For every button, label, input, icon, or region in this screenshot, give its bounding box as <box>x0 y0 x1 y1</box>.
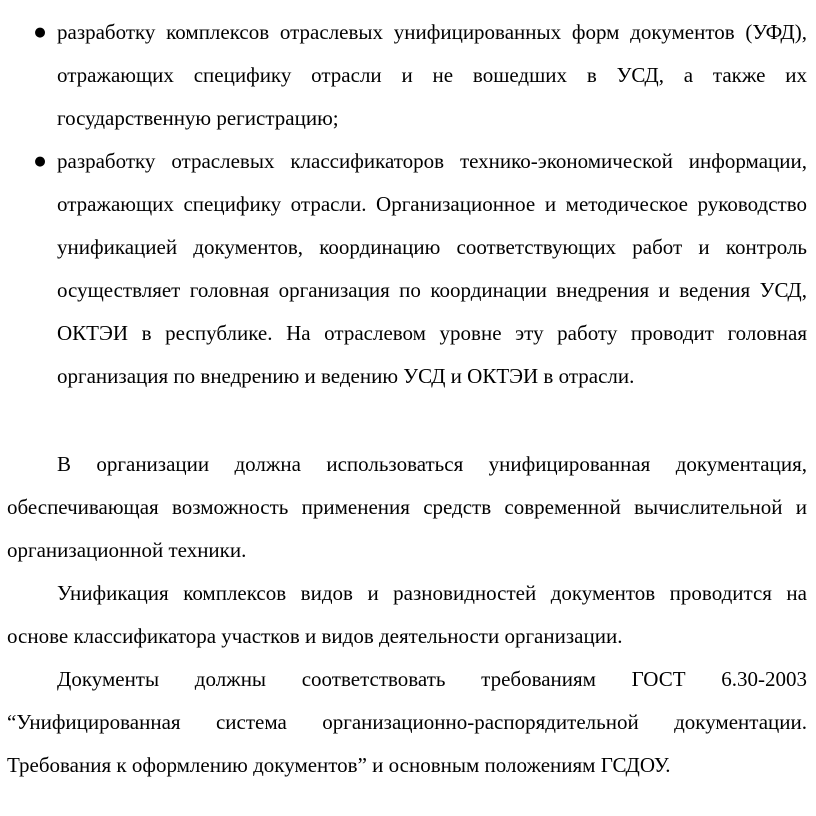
bullet-text: разработку отраслевых классификаторов технико-экономической информации, отражающих специфику отрасли. Организационное и методическое руководство унификацией документов, координацию соответствующих работ и контроль осуществляет головная организация по координации внедрения и ведения УСД, ОКТЭИ в республике. На отраслевом уровне эту работу проводит головная организация по внедрению и ведению УСД и ОКТЭИ в отрасли. <box>57 149 807 388</box>
bullet-item <box>0 11 816 140</box>
paragraph: Документы должны соответствовать требованиям ГОСТ 6.30-2003 “Унифицированная система организационно-распорядительной документации. Требования к оформлению документов” и основным положениям ГСДОУ. <box>7 667 807 777</box>
bullet-list <box>0 11 816 398</box>
bullet-text: разработку комплексов отраслевых унифицированных форм документов (УФД), отражающих специфику отрасли и не вошедших в УСД, а также их государственную регистрацию; <box>57 20 807 130</box>
bullet-item <box>0 140 816 398</box>
bullet-dot-icon: ● <box>34 25 46 40</box>
paragraph: В организации должна использоваться унифицированная документация, обеспечивающая возможность применения средств современной вычислительной и организационной техники. <box>7 452 807 562</box>
paragraph: Унификация комплексов видов и разновидностей документов проводится на основе классификатора участков и видов деятельности организации. <box>7 581 807 648</box>
body-paragraphs <box>0 443 816 787</box>
bullet-dot-icon: ● <box>34 154 46 169</box>
